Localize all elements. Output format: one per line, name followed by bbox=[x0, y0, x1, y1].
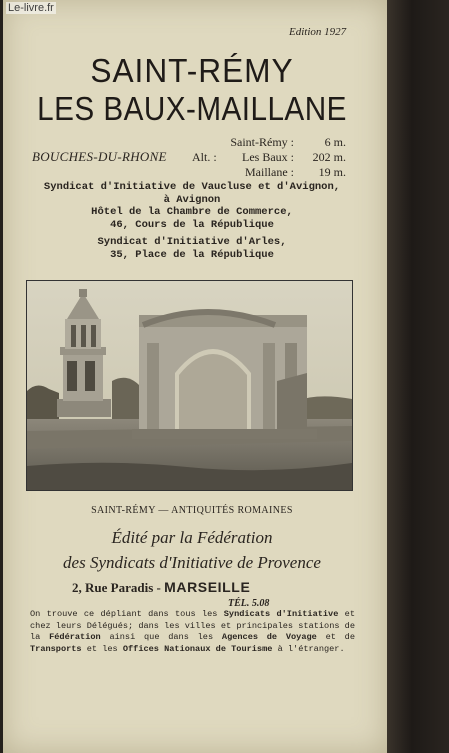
monument-photo bbox=[26, 280, 353, 491]
syndicat-line: Hôtel de la Chambre de Commerce, bbox=[91, 206, 293, 218]
altitude-value: 19 m. bbox=[318, 165, 346, 179]
publisher-address bbox=[72, 579, 250, 596]
telephone-number: TÉL. 5.08 bbox=[228, 598, 270, 609]
altitude-table bbox=[196, 135, 346, 180]
altitude-value: 202 m. bbox=[312, 150, 346, 164]
syndicat-line: Syndicat d'Initiative de Vaucluse et d'Avignon, bbox=[43, 181, 341, 193]
syndicat-line: 35, Place de la République bbox=[110, 248, 274, 261]
publisher-line-2: des Syndicats d'Initiative de Provence bbox=[63, 553, 321, 572]
altitude-row bbox=[196, 150, 346, 165]
photo-caption: SAINT-RÉMY — ANTIQUITÉS ROMAINES bbox=[91, 505, 293, 516]
syndicat-line: Syndicat d'Initiative d'Arles, bbox=[97, 236, 287, 248]
syndicat-line: 46, Cours de la République bbox=[110, 218, 274, 231]
altitude-value: 6 m. bbox=[324, 135, 346, 149]
syndicat-block bbox=[0, 181, 384, 261]
photo-illustration bbox=[27, 281, 352, 490]
title-line-1: SAINT-RÉMY bbox=[90, 52, 294, 89]
publisher-line-1: Édité par la Fédération bbox=[111, 528, 273, 547]
altitude-place: Saint-Rémy : bbox=[230, 135, 294, 149]
altitude-place: Maillane : bbox=[245, 165, 294, 179]
distribution-note: On trouve ce dépliant dans tous les Syndicats d'Initiative et chez leurs Délégués; dans les villes et principales stations de la Fédération ainsi que dans les Agences de Voyage et de Transports et les Offices Nationaux de Tourisme à l'étranger. bbox=[30, 609, 356, 654]
address-city: MARSEILLE bbox=[164, 579, 251, 595]
altitude-row bbox=[196, 165, 346, 180]
watermark: Le-livre.fr bbox=[8, 2, 54, 14]
address-street: 2, Rue Paradis - bbox=[72, 580, 161, 595]
background-shadow bbox=[387, 0, 449, 753]
altitude-prefix: Alt. : bbox=[192, 150, 217, 164]
altitude-row bbox=[196, 135, 346, 150]
title-line-2: LES BAUX-MAILLANE bbox=[37, 90, 347, 127]
syndicat-line: à Avignon bbox=[163, 193, 221, 206]
region-label: BOUCHES-DU-RHONE bbox=[32, 149, 167, 164]
edition-label: Edition 1927 bbox=[289, 26, 347, 38]
altitude-place: Les Baux : bbox=[242, 150, 294, 164]
